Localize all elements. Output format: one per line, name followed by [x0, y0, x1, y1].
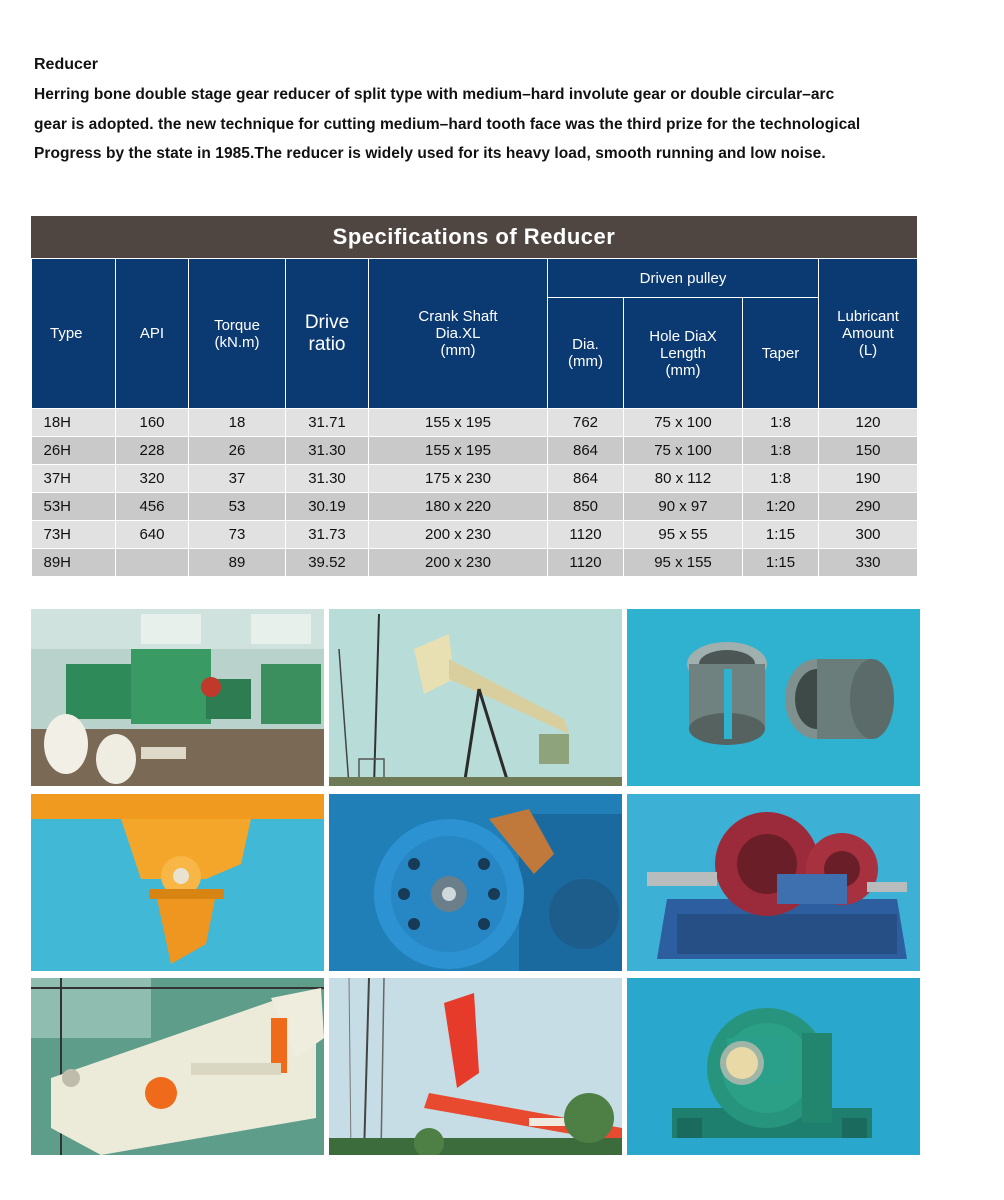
cell-torque: 26: [189, 437, 286, 465]
header-hole-line-2: Length: [660, 344, 706, 362]
cell-crank-shaft: 180 x 220: [369, 493, 548, 521]
cell-crank-shaft: 175 x 230: [369, 465, 548, 493]
spec-title: Specifications of Reducer: [31, 216, 917, 258]
cell-drive-ratio: 39.52: [286, 549, 369, 577]
cell-torque: 53: [189, 493, 286, 521]
cell-torque: 73: [189, 521, 286, 549]
table-row: [32, 549, 918, 577]
cell-type: 73H: [32, 521, 116, 549]
cell-dia: 762: [548, 409, 624, 437]
cell-type: 18H: [32, 409, 116, 437]
cell-lubricant: 330: [819, 549, 918, 577]
photo-factory-workshop: [31, 609, 324, 786]
cell-type: 26H: [32, 437, 116, 465]
cell-api: [116, 549, 189, 577]
intro-line-1: Herring bone double stage gear reducer of split type with medium–hard involute gear or double circular–arc: [34, 86, 835, 103]
header-torque: [189, 259, 286, 409]
intro-line-3: Progress by the state in 1985.The reducer is widely used for its heavy load, smooth running and low noise.: [34, 145, 826, 162]
intro-line-2: gear is adopted. the new technique for cutting medium–hard tooth face was the third prize for the technological: [34, 115, 861, 133]
cell-dia: 850: [548, 493, 624, 521]
header-drive-ratio-line-1: Drive: [304, 311, 350, 333]
cell-dia: 1120: [548, 549, 624, 577]
table-row: [32, 493, 918, 521]
cell-hole: 80 x 112: [624, 465, 743, 493]
intro-section: [34, 56, 934, 169]
photo-orange-gearbox-arm: [31, 794, 324, 971]
cell-api: 160: [116, 409, 189, 437]
intro-paragraph: [34, 80, 934, 169]
table-row: [32, 409, 918, 437]
header-dia-line-1: Dia.: [572, 336, 599, 353]
header-drive-ratio-line-2: ratio: [308, 333, 346, 355]
header-driven-pulley: Driven pulley: [548, 259, 819, 298]
cell-taper: 1:15: [743, 521, 819, 549]
header-hole: [624, 298, 743, 409]
photo-red-pumping-unit: [329, 978, 622, 1155]
cell-lubricant: 290: [819, 493, 918, 521]
header-dia-line-2: (mm): [568, 353, 603, 370]
cell-crank-shaft: 155 x 195: [369, 437, 548, 465]
cell-api: 320: [116, 465, 189, 493]
table-row: [32, 521, 918, 549]
cell-crank-shaft: 155 x 195: [369, 409, 548, 437]
header-lubricant: [819, 259, 918, 409]
cell-type: 37H: [32, 465, 116, 493]
cell-hole: 75 x 100: [624, 437, 743, 465]
header-type: Type: [32, 259, 116, 409]
table-row: [32, 437, 918, 465]
header-lubricant-line-3: (L): [858, 342, 878, 359]
cell-lubricant: 150: [819, 437, 918, 465]
header-torque-line-1: Torque: [214, 316, 260, 334]
photo-green-gear-reducer: [627, 978, 920, 1155]
cell-drive-ratio: 31.73: [286, 521, 369, 549]
header-lubricant-line-1: Lubricant: [837, 308, 899, 325]
cell-taper: 1:15: [743, 549, 819, 577]
header-crank-shaft: [369, 259, 548, 409]
cell-drive-ratio: 30.19: [286, 493, 369, 521]
header-taper: Taper: [743, 298, 819, 409]
cell-api: 456: [116, 493, 189, 521]
photo-steel-bushings: [627, 609, 920, 786]
cell-dia: 864: [548, 437, 624, 465]
header-crank-line-3: (mm): [440, 342, 476, 359]
header-api: API: [116, 259, 189, 409]
cell-drive-ratio: 31.30: [286, 437, 369, 465]
cell-taper: 1:8: [743, 465, 819, 493]
photo-open-gear-reducer: [627, 794, 920, 971]
cell-torque: 89: [189, 549, 286, 577]
cell-drive-ratio: 31.71: [286, 409, 369, 437]
cell-taper: 1:8: [743, 437, 819, 465]
cell-torque: 18: [189, 409, 286, 437]
cell-type: 53H: [32, 493, 116, 521]
cell-torque: 37: [189, 465, 286, 493]
cell-crank-shaft: 200 x 230: [369, 549, 548, 577]
header-row-1: [32, 259, 918, 298]
cell-dia: 1120: [548, 521, 624, 549]
photo-blue-flywheel: [329, 794, 622, 971]
header-lubricant-line-2: Amount: [842, 325, 894, 342]
header-drive-ratio: [286, 259, 369, 409]
photo-gallery: [31, 609, 920, 1155]
header-hole-line-1: Hole DiaX: [649, 327, 717, 345]
header-crank-line-1: Crank Shaft: [418, 308, 498, 325]
header-dia: [548, 298, 624, 409]
spec-table: [31, 258, 918, 577]
cell-taper: 1:8: [743, 409, 819, 437]
cell-hole: 95 x 155: [624, 549, 743, 577]
cell-hole: 75 x 100: [624, 409, 743, 437]
cell-api: 640: [116, 521, 189, 549]
cell-drive-ratio: 31.30: [286, 465, 369, 493]
photo-beam-hanger: [31, 978, 324, 1155]
cell-lubricant: 120: [819, 409, 918, 437]
cell-lubricant: 190: [819, 465, 918, 493]
header-hole-line-3: (mm): [665, 361, 701, 379]
header-crank-line-2: Dia.XL: [435, 325, 481, 342]
photo-pumping-unit-sky: [329, 609, 622, 786]
cell-api: 228: [116, 437, 189, 465]
header-torque-line-2: (kN.m): [214, 333, 260, 351]
cell-type: 89H: [32, 549, 116, 577]
cell-taper: 1:20: [743, 493, 819, 521]
section-heading: Reducer: [34, 56, 99, 73]
cell-lubricant: 300: [819, 521, 918, 549]
cell-crank-shaft: 200 x 230: [369, 521, 548, 549]
cell-hole: 95 x 55: [624, 521, 743, 549]
table-row: [32, 465, 918, 493]
cell-hole: 90 x 97: [624, 493, 743, 521]
cell-dia: 864: [548, 465, 624, 493]
